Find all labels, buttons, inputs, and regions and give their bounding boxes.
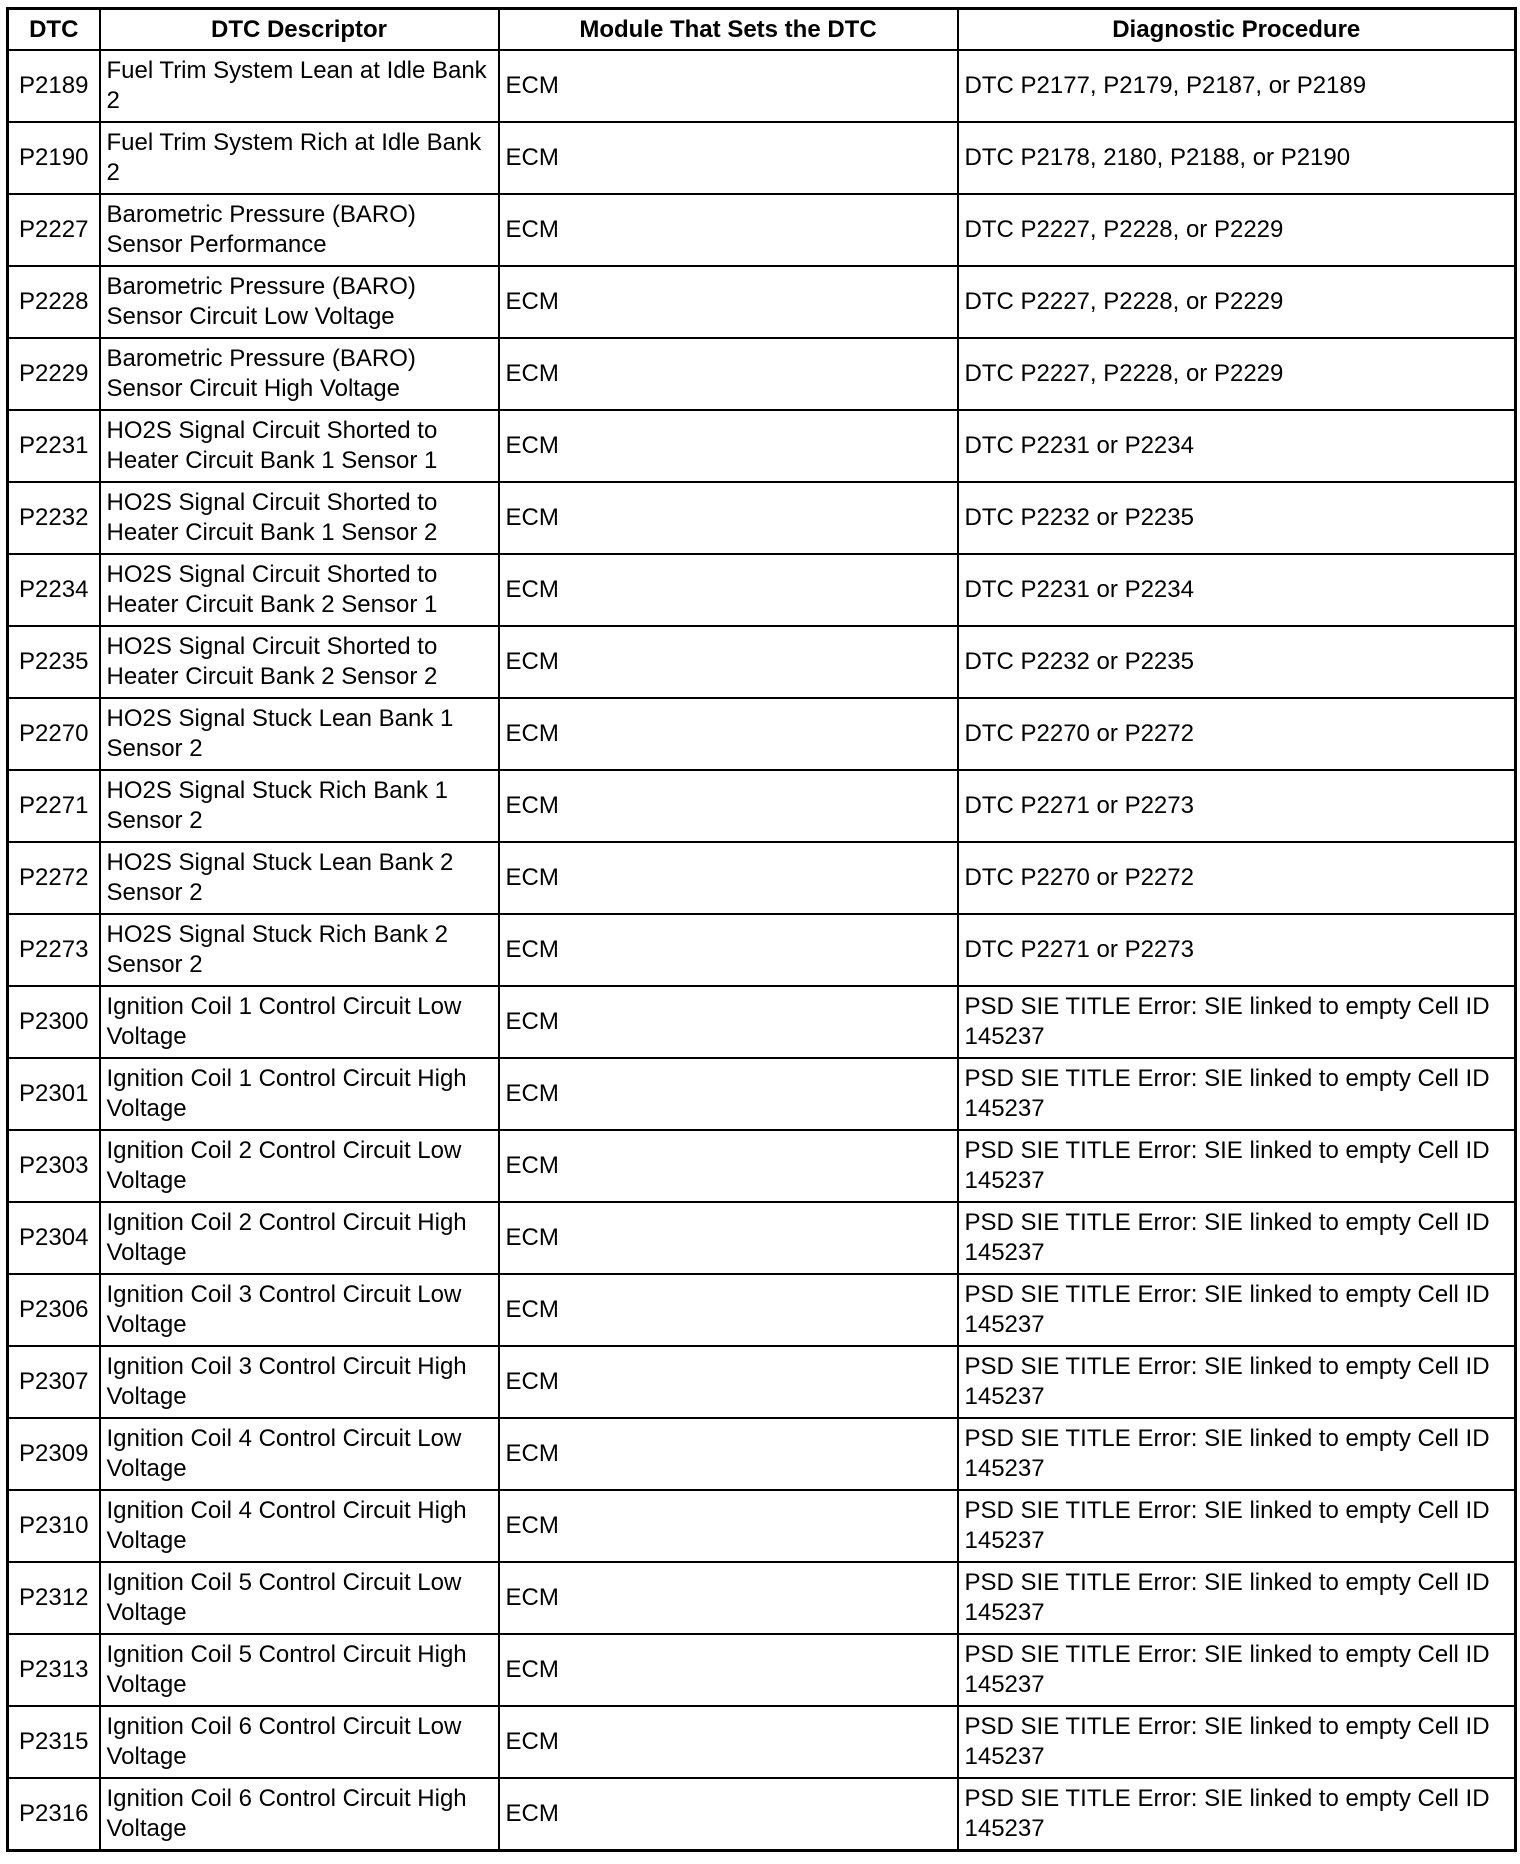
- cell-descriptor: Ignition Coil 4 Control Circuit High Voltage: [100, 1490, 499, 1562]
- cell-module: ECM: [499, 1130, 958, 1202]
- cell-dtc: P2227: [8, 194, 100, 266]
- cell-procedure: DTC P2231 or P2234: [958, 554, 1516, 626]
- header-row: [8, 9, 1516, 51]
- dtc-table: [6, 7, 1517, 1852]
- cell-descriptor: Ignition Coil 6 Control Circuit High Voltage: [100, 1778, 499, 1851]
- cell-procedure: DTC P2177, P2179, P2187, or P2189: [958, 50, 1516, 122]
- table-row: [8, 1274, 1516, 1346]
- cell-dtc: P2306: [8, 1274, 100, 1346]
- header-procedure: Diagnostic Procedure: [958, 9, 1516, 51]
- cell-descriptor: Ignition Coil 1 Control Circuit High Voltage: [100, 1058, 499, 1130]
- cell-module: ECM: [499, 986, 958, 1058]
- cell-module: ECM: [499, 50, 958, 122]
- cell-descriptor: Ignition Coil 5 Control Circuit Low Voltage: [100, 1562, 499, 1634]
- cell-dtc: P2190: [8, 122, 100, 194]
- table-row: [8, 1706, 1516, 1778]
- cell-procedure: PSD SIE TITLE Error: SIE linked to empty Cell ID 145237: [958, 1130, 1516, 1202]
- table-row: [8, 842, 1516, 914]
- cell-descriptor: Ignition Coil 2 Control Circuit Low Voltage: [100, 1130, 499, 1202]
- cell-descriptor: Ignition Coil 3 Control Circuit High Voltage: [100, 1346, 499, 1418]
- cell-dtc: P2272: [8, 842, 100, 914]
- cell-dtc: P2313: [8, 1634, 100, 1706]
- cell-descriptor: HO2S Signal Stuck Rich Bank 1 Sensor 2: [100, 770, 499, 842]
- cell-procedure: DTC P2270 or P2272: [958, 698, 1516, 770]
- cell-module: ECM: [499, 1706, 958, 1778]
- cell-module: ECM: [499, 1058, 958, 1130]
- cell-procedure: PSD SIE TITLE Error: SIE linked to empty Cell ID 145237: [958, 1202, 1516, 1274]
- cell-module: ECM: [499, 410, 958, 482]
- table-row: [8, 1490, 1516, 1562]
- cell-procedure: DTC P2227, P2228, or P2229: [958, 194, 1516, 266]
- header-dtc: DTC: [8, 9, 100, 51]
- cell-module: ECM: [499, 698, 958, 770]
- table-row: [8, 986, 1516, 1058]
- cell-dtc: P2300: [8, 986, 100, 1058]
- table-row: [8, 1418, 1516, 1490]
- cell-module: ECM: [499, 1418, 958, 1490]
- cell-module: ECM: [499, 1634, 958, 1706]
- table-row: [8, 1346, 1516, 1418]
- cell-module: ECM: [499, 122, 958, 194]
- cell-module: ECM: [499, 770, 958, 842]
- cell-procedure: PSD SIE TITLE Error: SIE linked to empty Cell ID 145237: [958, 1706, 1516, 1778]
- table-row: [8, 770, 1516, 842]
- cell-dtc: P2312: [8, 1562, 100, 1634]
- table-row: [8, 1634, 1516, 1706]
- cell-descriptor: Ignition Coil 1 Control Circuit Low Voltage: [100, 986, 499, 1058]
- cell-procedure: DTC P2270 or P2272: [958, 842, 1516, 914]
- cell-module: ECM: [499, 1202, 958, 1274]
- cell-descriptor: Ignition Coil 6 Control Circuit Low Voltage: [100, 1706, 499, 1778]
- table-row: [8, 1778, 1516, 1851]
- table-row: [8, 338, 1516, 410]
- cell-descriptor: Barometric Pressure (BARO) Sensor Circuit Low Voltage: [100, 266, 499, 338]
- table-row: [8, 266, 1516, 338]
- table-row: [8, 1202, 1516, 1274]
- cell-procedure: DTC P2271 or P2273: [958, 770, 1516, 842]
- cell-descriptor: Ignition Coil 5 Control Circuit High Voltage: [100, 1634, 499, 1706]
- cell-dtc: P2232: [8, 482, 100, 554]
- cell-procedure: PSD SIE TITLE Error: SIE linked to empty Cell ID 145237: [958, 1778, 1516, 1851]
- cell-module: ECM: [499, 338, 958, 410]
- table-row: [8, 1058, 1516, 1130]
- cell-dtc: P2301: [8, 1058, 100, 1130]
- cell-descriptor: HO2S Signal Stuck Lean Bank 2 Sensor 2: [100, 842, 499, 914]
- cell-dtc: P2270: [8, 698, 100, 770]
- cell-procedure: DTC P2227, P2228, or P2229: [958, 266, 1516, 338]
- table-row: [8, 626, 1516, 698]
- cell-dtc: P2271: [8, 770, 100, 842]
- cell-procedure: DTC P2227, P2228, or P2229: [958, 338, 1516, 410]
- cell-dtc: P2307: [8, 1346, 100, 1418]
- cell-descriptor: Ignition Coil 4 Control Circuit Low Voltage: [100, 1418, 499, 1490]
- cell-module: ECM: [499, 482, 958, 554]
- cell-procedure: PSD SIE TITLE Error: SIE linked to empty Cell ID 145237: [958, 1490, 1516, 1562]
- table-row: [8, 1562, 1516, 1634]
- cell-procedure: DTC P2232 or P2235: [958, 482, 1516, 554]
- cell-dtc: P2189: [8, 50, 100, 122]
- cell-procedure: PSD SIE TITLE Error: SIE linked to empty Cell ID 145237: [958, 986, 1516, 1058]
- cell-dtc: P2235: [8, 626, 100, 698]
- table-header: [8, 9, 1516, 51]
- cell-module: ECM: [499, 842, 958, 914]
- cell-dtc: P2303: [8, 1130, 100, 1202]
- cell-descriptor: Barometric Pressure (BARO) Sensor Circuit High Voltage: [100, 338, 499, 410]
- cell-descriptor: HO2S Signal Circuit Shorted to Heater Circuit Bank 1 Sensor 2: [100, 482, 499, 554]
- cell-dtc: P2310: [8, 1490, 100, 1562]
- cell-procedure: DTC P2231 or P2234: [958, 410, 1516, 482]
- table-row: [8, 482, 1516, 554]
- table-row: [8, 914, 1516, 986]
- cell-descriptor: Fuel Trim System Lean at Idle Bank 2: [100, 50, 499, 122]
- cell-module: ECM: [499, 1562, 958, 1634]
- table-body: [8, 50, 1516, 1851]
- table-row: [8, 1130, 1516, 1202]
- cell-descriptor: Fuel Trim System Rich at Idle Bank 2: [100, 122, 499, 194]
- cell-dtc: P2315: [8, 1706, 100, 1778]
- cell-module: ECM: [499, 626, 958, 698]
- table-row: [8, 50, 1516, 122]
- cell-descriptor: HO2S Signal Stuck Lean Bank 1 Sensor 2: [100, 698, 499, 770]
- cell-dtc: P2309: [8, 1418, 100, 1490]
- cell-dtc: P2229: [8, 338, 100, 410]
- cell-procedure: DTC P2271 or P2273: [958, 914, 1516, 986]
- cell-module: ECM: [499, 1346, 958, 1418]
- cell-dtc: P2316: [8, 1778, 100, 1851]
- cell-dtc: P2228: [8, 266, 100, 338]
- cell-descriptor: HO2S Signal Circuit Shorted to Heater Circuit Bank 2 Sensor 1: [100, 554, 499, 626]
- cell-module: ECM: [499, 194, 958, 266]
- cell-procedure: DTC P2178, 2180, P2188, or P2190: [958, 122, 1516, 194]
- table-row: [8, 698, 1516, 770]
- cell-dtc: P2234: [8, 554, 100, 626]
- cell-dtc: P2304: [8, 1202, 100, 1274]
- cell-procedure: DTC P2232 or P2235: [958, 626, 1516, 698]
- cell-procedure: PSD SIE TITLE Error: SIE linked to empty Cell ID 145237: [958, 1418, 1516, 1490]
- cell-descriptor: Ignition Coil 3 Control Circuit Low Voltage: [100, 1274, 499, 1346]
- cell-module: ECM: [499, 1274, 958, 1346]
- table-row: [8, 122, 1516, 194]
- cell-descriptor: HO2S Signal Circuit Shorted to Heater Circuit Bank 1 Sensor 1: [100, 410, 499, 482]
- cell-descriptor: Ignition Coil 2 Control Circuit High Voltage: [100, 1202, 499, 1274]
- cell-procedure: PSD SIE TITLE Error: SIE linked to empty Cell ID 145237: [958, 1058, 1516, 1130]
- header-module: Module That Sets the DTC: [499, 9, 958, 51]
- header-descriptor: DTC Descriptor: [100, 9, 499, 51]
- cell-module: ECM: [499, 914, 958, 986]
- cell-procedure: PSD SIE TITLE Error: SIE linked to empty Cell ID 145237: [958, 1346, 1516, 1418]
- cell-descriptor: Barometric Pressure (BARO) Sensor Performance: [100, 194, 499, 266]
- cell-dtc: P2231: [8, 410, 100, 482]
- table-row: [8, 554, 1516, 626]
- cell-procedure: PSD SIE TITLE Error: SIE linked to empty Cell ID 145237: [958, 1634, 1516, 1706]
- cell-module: ECM: [499, 1490, 958, 1562]
- cell-procedure: PSD SIE TITLE Error: SIE linked to empty Cell ID 145237: [958, 1274, 1516, 1346]
- cell-module: ECM: [499, 266, 958, 338]
- cell-descriptor: HO2S Signal Stuck Rich Bank 2 Sensor 2: [100, 914, 499, 986]
- table-row: [8, 194, 1516, 266]
- cell-module: ECM: [499, 1778, 958, 1851]
- table-row: [8, 410, 1516, 482]
- cell-descriptor: HO2S Signal Circuit Shorted to Heater Circuit Bank 2 Sensor 2: [100, 626, 499, 698]
- cell-dtc: P2273: [8, 914, 100, 986]
- cell-procedure: PSD SIE TITLE Error: SIE linked to empty Cell ID 145237: [958, 1562, 1516, 1634]
- cell-module: ECM: [499, 554, 958, 626]
